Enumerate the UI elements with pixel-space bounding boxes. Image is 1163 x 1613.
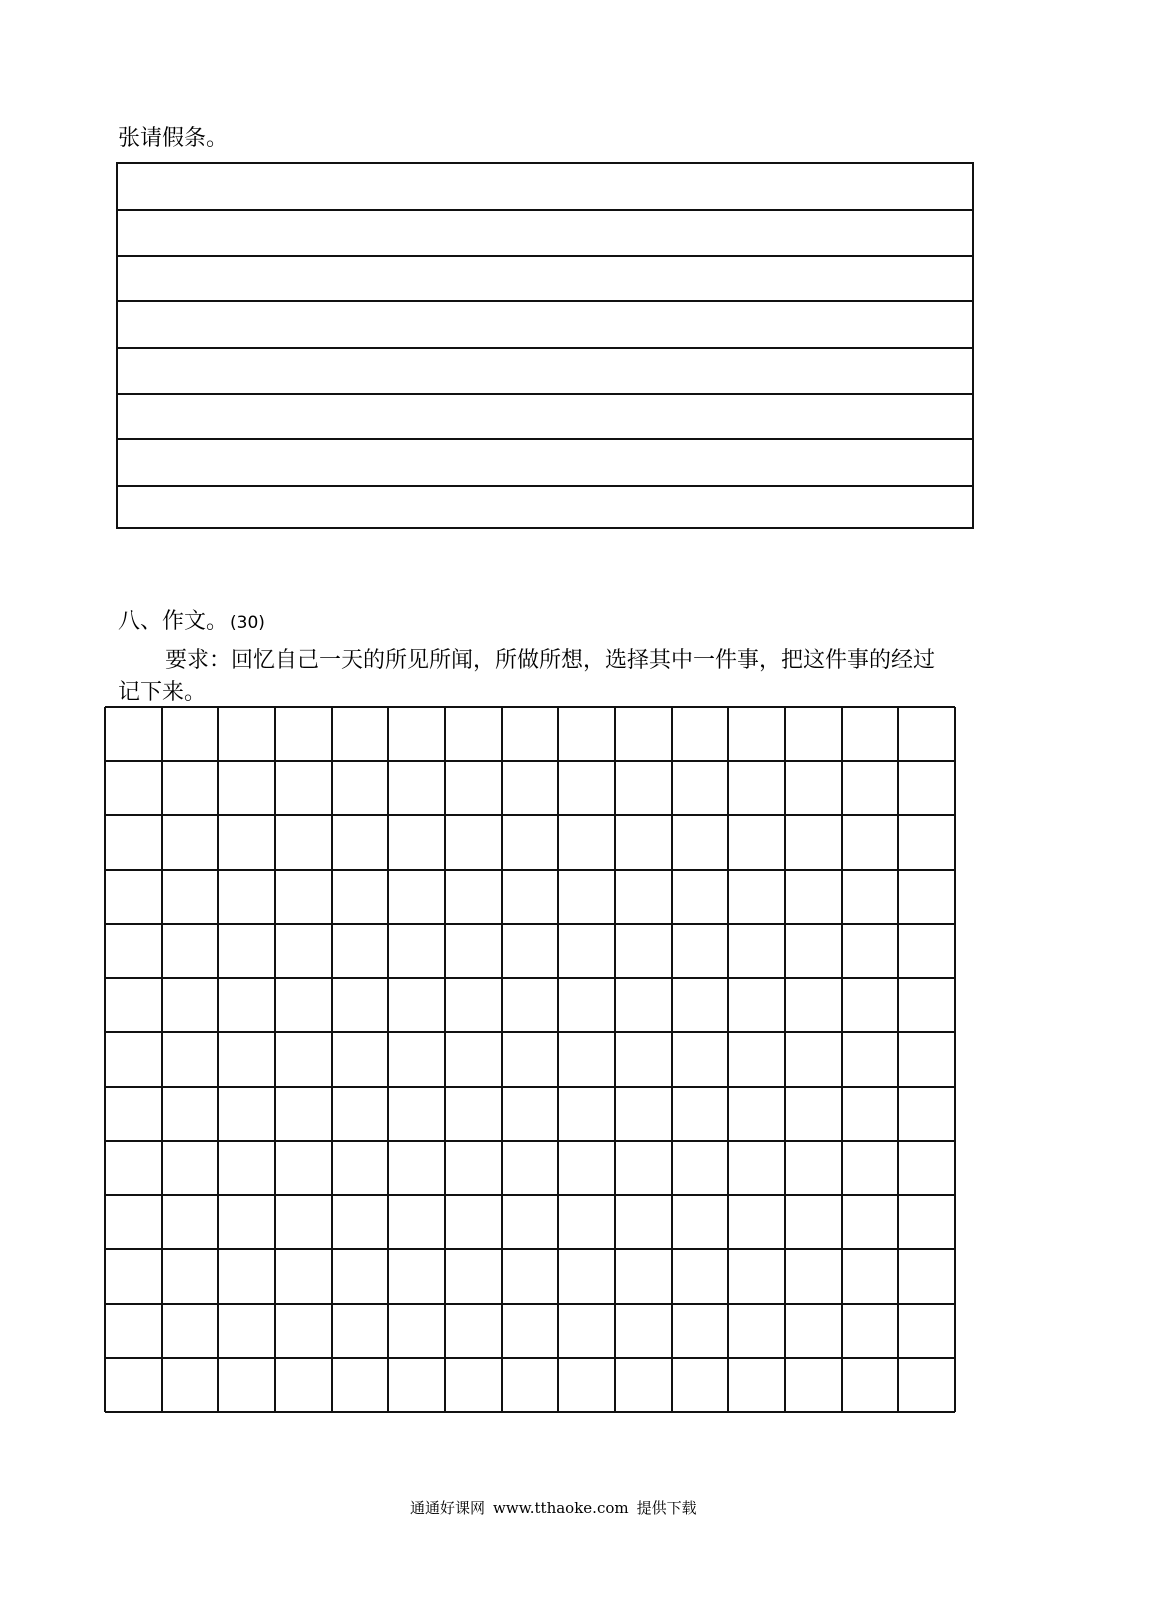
writing-rule xyxy=(118,485,972,487)
footer xyxy=(410,1501,697,1516)
writing-rule xyxy=(118,393,972,395)
composition-requirement-continued: 记下来。 xyxy=(118,680,207,705)
composition-grid[interactable] xyxy=(104,706,956,1413)
leave-note-prompt: 张请假条。 xyxy=(118,126,229,151)
section-points: (30) xyxy=(230,613,265,633)
section-title-text: 八、作文。 xyxy=(118,609,229,634)
writing-rule xyxy=(118,438,972,440)
writing-rule xyxy=(118,209,972,211)
leave-note-writing-area[interactable] xyxy=(116,162,974,529)
section-heading xyxy=(118,611,265,633)
writing-rule xyxy=(118,255,972,257)
writing-rule xyxy=(118,347,972,349)
writing-rule xyxy=(118,300,972,302)
composition-requirement: 要求：回忆自己一天的所见所闻，所做所想，选择其中一件事，把这件事的经过 xyxy=(165,648,936,673)
footer-url[interactable]: www.tthaoke.com xyxy=(493,1499,629,1517)
footer-suffix: 提供下载 xyxy=(636,1499,697,1517)
footer-site-name: 通通好课网 xyxy=(410,1499,486,1517)
